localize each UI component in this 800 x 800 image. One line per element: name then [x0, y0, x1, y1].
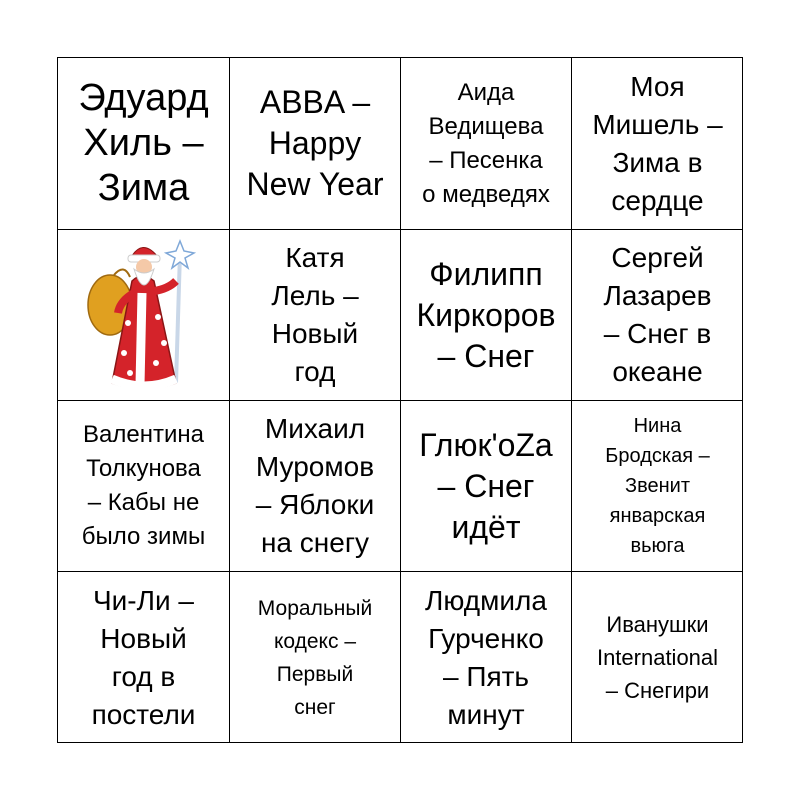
cell-text: Эдуард Хиль – Зима: [78, 77, 209, 209]
santa-claus-icon: [84, 233, 204, 398]
bingo-cell[interactable]: [401, 572, 571, 743]
bingo-cell[interactable]: [572, 572, 743, 743]
bingo-cell[interactable]: [572, 401, 743, 571]
cell-text: Катя Лель – Новый год: [271, 242, 359, 387]
cell-text: Людмила Гурченко – Пять минут: [425, 584, 547, 730]
bingo-cell[interactable]: [230, 572, 400, 743]
bingo-cell-free[interactable]: [58, 230, 229, 400]
bingo-cell[interactable]: [230, 230, 400, 400]
cell-text: Моя Мишель – Зима в сердце: [592, 70, 723, 216]
cell-text: Моральный кодекс – Первый снег: [257, 596, 373, 719]
cell-text: Иванушки International – Снегири: [596, 612, 719, 703]
bingo-cell[interactable]: [230, 58, 400, 229]
cell-text: Чи-Ли – Новый год в постели: [91, 584, 196, 730]
bingo-cell[interactable]: [230, 401, 400, 571]
bingo-cell[interactable]: [401, 230, 571, 400]
cell-text: ABBA – Happy New Year: [246, 84, 384, 202]
bingo-cell[interactable]: [401, 401, 571, 571]
cell-text: Нина Бродская – Звенит январская вьюга: [605, 415, 710, 557]
bingo-cell[interactable]: [58, 401, 229, 571]
cell-text: Филипп Киркоров – Снег: [416, 255, 556, 374]
cell-text: Михаил Муромов – Яблоки на снегу: [255, 413, 375, 558]
cell-text: Валентина Толкунова – Кабы не было зимы: [81, 421, 206, 550]
bingo-cell[interactable]: [58, 572, 229, 743]
bingo-cell[interactable]: [401, 58, 571, 229]
cell-text: Сергей Лазарев – Снег в океане: [603, 242, 712, 387]
bingo-board: [57, 57, 743, 743]
cell-text: Глюк'oZa – Снег идёт: [419, 426, 553, 545]
bingo-cell[interactable]: [572, 58, 743, 229]
cell-text: Аида Ведищева – Песенка о медведях: [422, 78, 550, 208]
bingo-cell[interactable]: [572, 230, 743, 400]
bingo-cell[interactable]: [58, 58, 229, 229]
